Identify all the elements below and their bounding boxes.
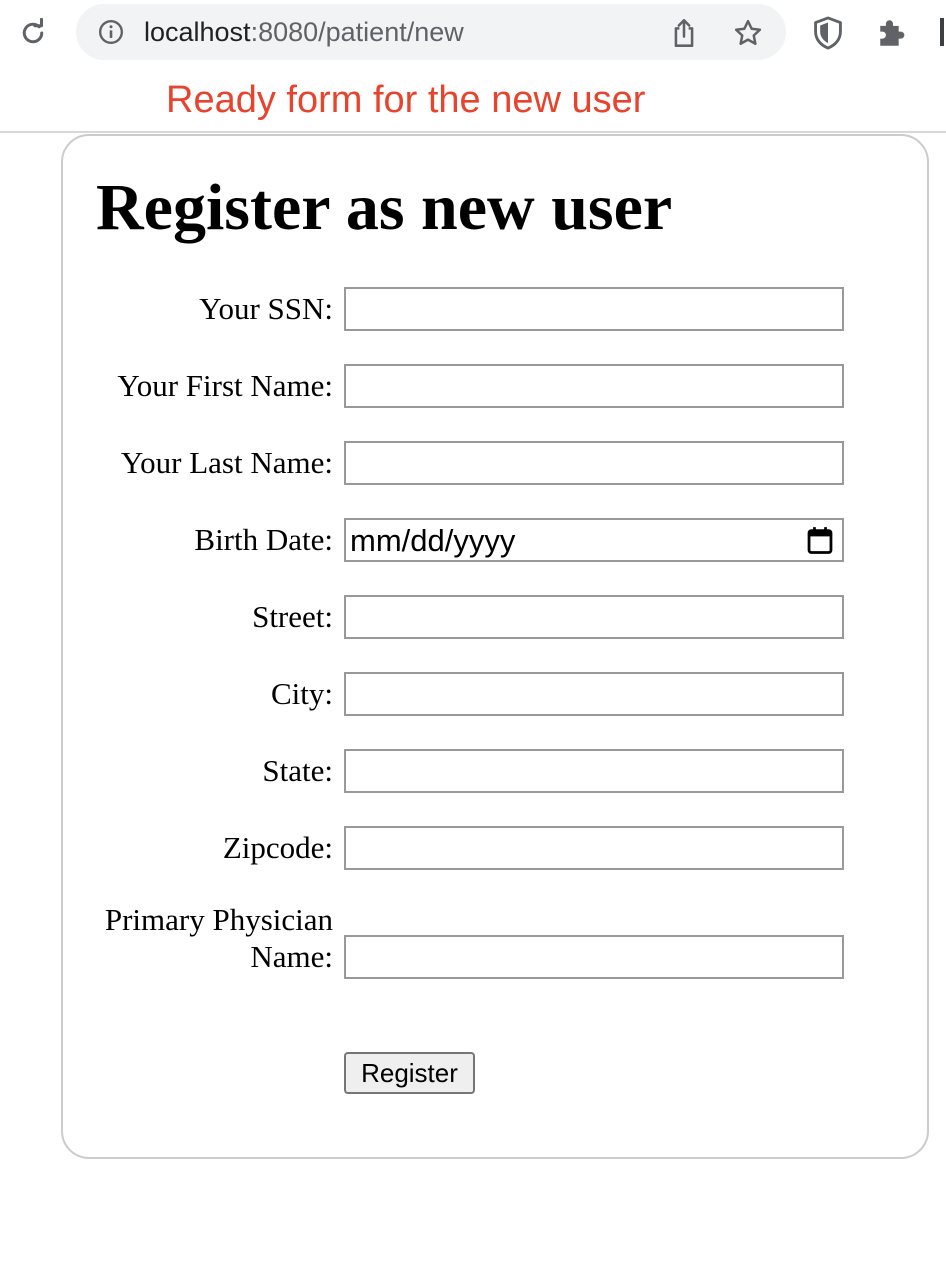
register-button[interactable]: Register	[344, 1052, 475, 1094]
shield-icon[interactable]	[812, 16, 844, 50]
toolbar-divider	[0, 131, 946, 133]
url-host: localhost	[144, 17, 251, 47]
reload-icon[interactable]	[14, 14, 52, 52]
physician-label	[33, 901, 333, 975]
form-title: Register as new user	[96, 171, 673, 244]
browser-toolbar	[0, 0, 946, 66]
physician-name-input[interactable]	[344, 935, 844, 979]
info-icon[interactable]	[98, 19, 124, 45]
puzzle-icon[interactable]	[876, 16, 910, 50]
birth-date-placeholder: mm/dd/yyyy	[350, 523, 516, 558]
register-form-card	[61, 134, 929, 1159]
physician-label-line2: Name:	[250, 939, 333, 974]
share-icon[interactable]	[670, 18, 698, 48]
state-label: State:	[262, 753, 333, 788]
birth-date-label: Birth Date:	[194, 522, 333, 557]
zipcode-label: Zipcode:	[222, 830, 333, 865]
first-name-input[interactable]	[344, 364, 844, 408]
ssn-label: Your SSN:	[199, 291, 333, 326]
url-text[interactable]	[144, 17, 464, 47]
birth-date-input[interactable]	[344, 518, 844, 562]
physician-label-line1: Primary Physician	[104, 902, 333, 937]
calendar-icon[interactable]	[806, 526, 834, 556]
city-label: City:	[270, 676, 333, 711]
star-icon[interactable]	[732, 18, 764, 48]
last-name-input[interactable]	[344, 441, 844, 485]
address-bar[interactable]	[76, 4, 786, 60]
ssn-input[interactable]	[344, 287, 844, 331]
state-input[interactable]	[344, 749, 844, 793]
annotation-caption: Ready form for the new user	[166, 79, 646, 121]
street-label: Street:	[252, 599, 333, 634]
last-name-label: Your Last Name:	[120, 445, 333, 480]
street-input[interactable]	[344, 595, 844, 639]
url-path: :8080/patient/new	[250, 17, 464, 47]
city-input[interactable]	[344, 672, 844, 716]
browser-menu-icon[interactable]	[940, 18, 944, 46]
zipcode-input[interactable]	[344, 826, 844, 870]
first-name-label: Your First Name:	[117, 368, 333, 403]
